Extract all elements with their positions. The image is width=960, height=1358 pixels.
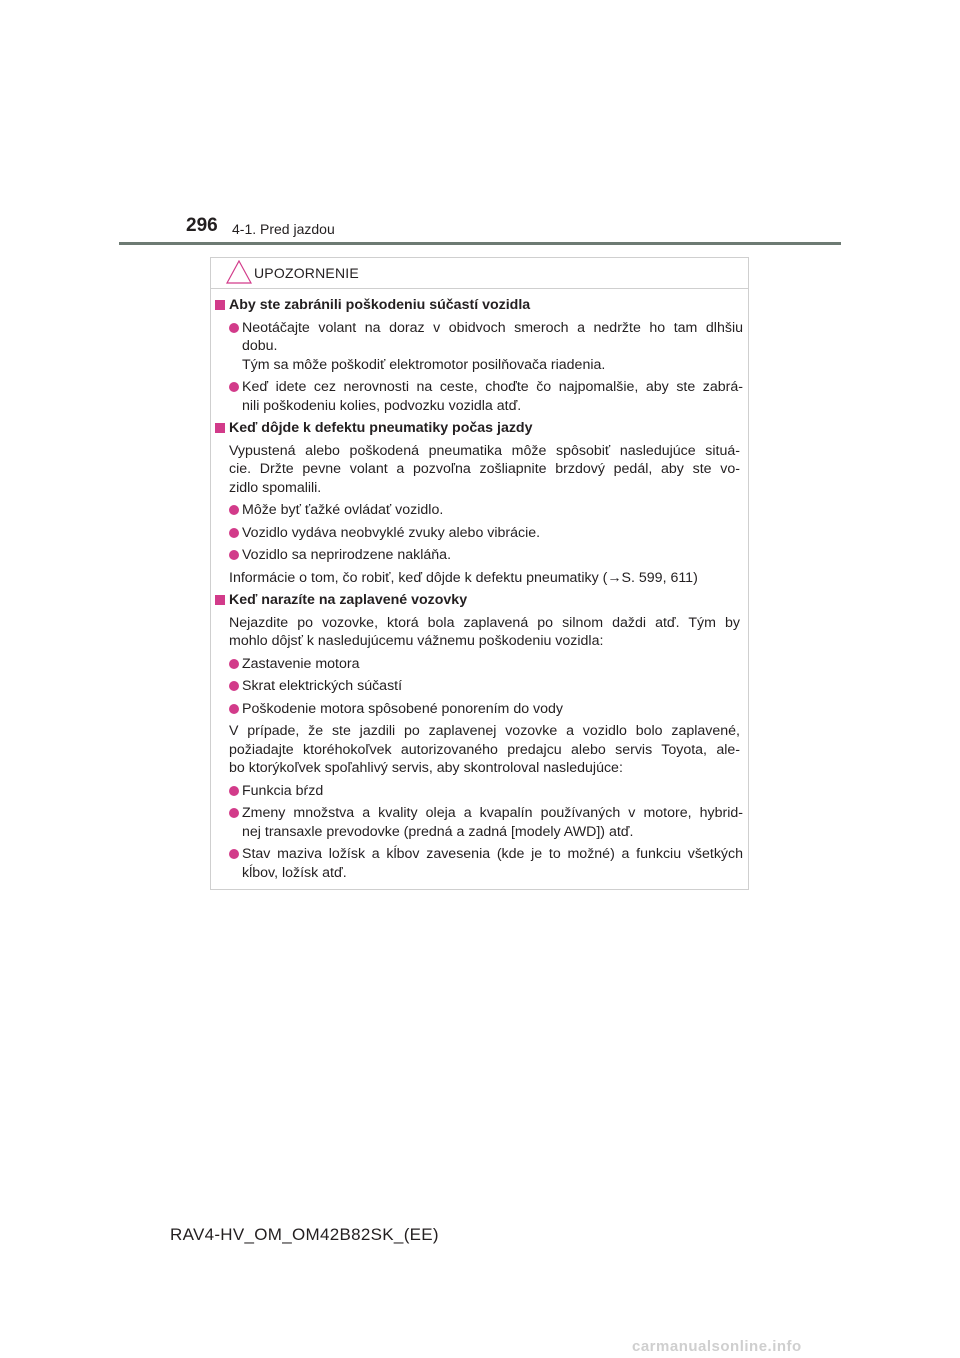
bullet-text: Poškodenie motora spôsobené ponorením do vody bbox=[242, 700, 564, 717]
section-heading: Keď narazíte na zaplavené vozovky bbox=[211, 591, 748, 610]
warning-label: UPOZORNENIE bbox=[254, 265, 359, 281]
bullet-dot-icon bbox=[229, 528, 239, 538]
paragraph-line: cie. Držte pevne volant a pozvoľna zošliapnite brzdový pedál, aby ste vo- bbox=[229, 461, 740, 477]
list-item bbox=[211, 378, 748, 415]
paragraph-line: V prípade, že ste jazdili po zaplavenej vozovke a vozidlo bolo zaplavené, bbox=[229, 723, 740, 739]
bullet-line: Zmeny množstva a kvality oleja a kvapalín používaných v motore, hybrid- bbox=[242, 805, 743, 821]
paragraph-line: požiadajte ktoréhokoľvek autorizovaného predajcu alebo servis Toyota, ale- bbox=[229, 741, 740, 758]
bullet-dot-icon bbox=[229, 681, 239, 691]
bullet-line: Funkcia bŕzd bbox=[242, 782, 324, 799]
bullet-text: Vozidlo sa neprirodzene nakláňa. bbox=[242, 547, 452, 563]
section-heading: Keď dôjde k defektu pneumatiky počas jazdy bbox=[211, 419, 748, 438]
bullet-dot-icon bbox=[229, 550, 239, 560]
bullet-line: Tým sa môže poškodiť elektromotor posilňovača riadenia. bbox=[242, 356, 606, 373]
bullet-dot-icon bbox=[229, 849, 239, 859]
heading-square-icon bbox=[215, 595, 225, 605]
paragraph-line: mohlo dôjsť k nasledujúcemu vážnemu poškodeniu vozidla: bbox=[229, 633, 604, 649]
paragraph-line: Vypustená alebo poškodená pneumatika môže spôsobiť nasledujúce situá- bbox=[229, 442, 740, 459]
document-code: RAV4-HV_OM_OM42B82SK_(EE) bbox=[170, 1225, 439, 1244]
paragraph bbox=[211, 614, 748, 651]
bullet-dot-icon bbox=[229, 808, 239, 818]
heading-square-icon bbox=[215, 300, 225, 310]
list-item bbox=[211, 804, 748, 841]
bullet-dot-icon bbox=[229, 505, 239, 515]
page-number: 296 bbox=[186, 215, 218, 236]
paragraph-line: Nejazdite po vozovke, ktorá bola zaplavená po silnom daždi atď. Tým by bbox=[229, 614, 740, 631]
list-item bbox=[211, 845, 748, 882]
bullet-dot-icon bbox=[229, 323, 239, 333]
warning-content bbox=[211, 296, 748, 886]
bullet-dot-icon bbox=[229, 382, 239, 392]
bullet-line: dobu. bbox=[242, 338, 278, 354]
bullet-dot-icon bbox=[229, 659, 239, 669]
heading-square-icon bbox=[215, 423, 225, 433]
list-item bbox=[211, 501, 748, 520]
list-item bbox=[211, 782, 748, 801]
list-item bbox=[211, 546, 748, 565]
paragraph bbox=[211, 722, 748, 778]
bullet-line: kĺbov, ložísk atď. bbox=[242, 864, 347, 881]
bullet-text: Vozidlo vydáva neobvyklé zvuky alebo vibrácie. bbox=[242, 524, 541, 541]
section-heading: Aby ste zabránili poškodeniu súčastí vozidla bbox=[211, 296, 748, 315]
warning-box bbox=[210, 257, 749, 890]
bullet-dot-icon bbox=[229, 786, 239, 796]
watermark: carmanualsonline.info bbox=[632, 1338, 802, 1355]
bullet-line: Keď idete cez nerovnosti na ceste, choďte čo najpomalšie, aby ste zabrá- bbox=[242, 379, 743, 395]
warning-header bbox=[211, 258, 748, 289]
section-title: 4-1. Pred jazdou bbox=[232, 221, 335, 237]
bullet-line: nili poškodeniu kolies, podvozku vozidla atď. bbox=[242, 397, 522, 414]
bullet-line: nej transaxle prevodovke (predná a zadná [modely AWD]) atď. bbox=[242, 823, 634, 840]
list-item bbox=[211, 655, 748, 674]
paragraph-line: bo ktorýkoľvek spoľahlivý servis, aby skontroloval nasledujúce: bbox=[229, 760, 623, 776]
bullet-line: Stav maziva ložísk a kĺbov zavesenia (kde je to možné) a funkciu všetkých bbox=[242, 846, 743, 862]
list-item bbox=[211, 700, 748, 719]
header-rule bbox=[119, 242, 841, 245]
list-item bbox=[211, 677, 748, 696]
bullet-text: Zastavenie motora bbox=[242, 655, 360, 672]
paragraph-line: zidlo spomalili. bbox=[229, 479, 322, 496]
bullet-line: Neotáčajte volant na doraz v obidvoch smeroch a nedržte ho tam dlhšiu bbox=[242, 319, 743, 336]
paragraph bbox=[211, 442, 748, 498]
bullet-dot-icon bbox=[229, 704, 239, 714]
list-item bbox=[211, 319, 748, 375]
bullet-text: Môže byť ťažké ovládať vozidlo. bbox=[242, 502, 444, 518]
reference-note: Informácie o tom, čo robiť, keď dôjde k defektu pneumatiky (→S. 599, 611) bbox=[229, 569, 698, 586]
list-item bbox=[211, 524, 748, 543]
bullet-text: Skrat elektrických súčastí bbox=[242, 678, 403, 694]
warning-triangle-icon bbox=[226, 260, 252, 284]
